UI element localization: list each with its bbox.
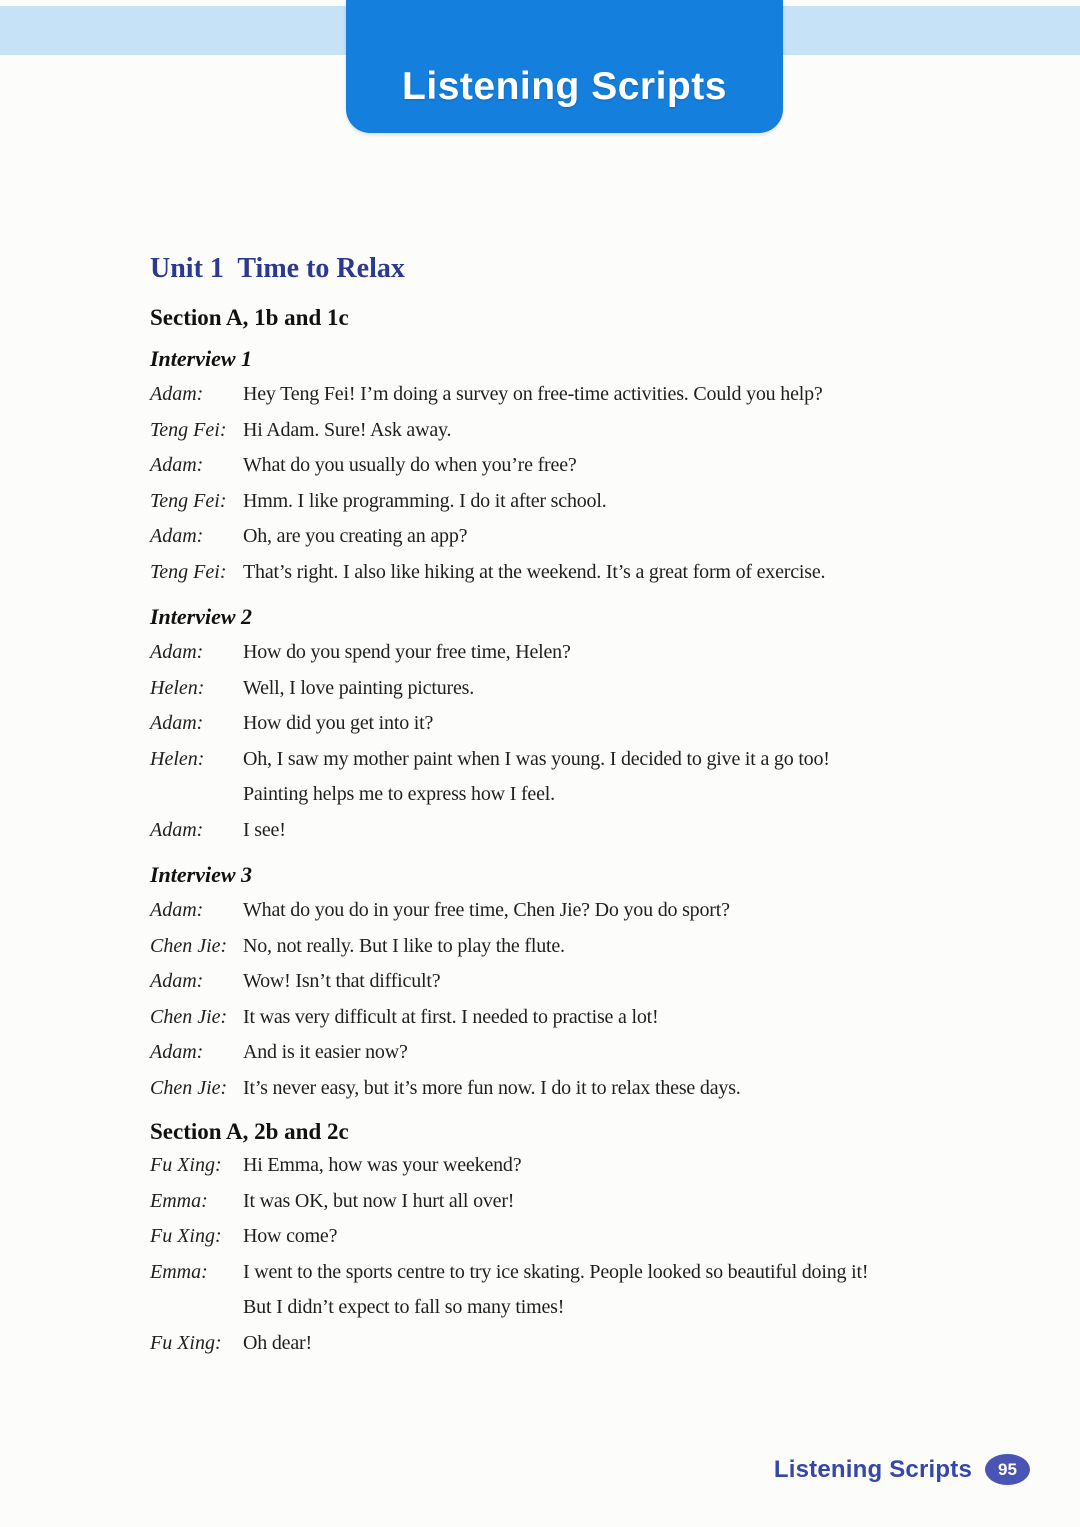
dialogue-line [150, 484, 1030, 520]
dialogue-line [150, 448, 1030, 484]
speaker-name: Adam: [150, 1041, 204, 1063]
interview-subheading: Interview 2 [150, 604, 253, 629]
speech-text: Well, I love painting pictures. [243, 676, 475, 699]
dialogue-line [150, 706, 1030, 742]
speech-text: How do you spend your free time, Helen? [243, 641, 571, 663]
dialogue-line [150, 1148, 1030, 1184]
speaker-name: Adam: [150, 383, 204, 405]
speaker-name: Teng Fei: [150, 560, 227, 583]
speaker-name: Chen Jie: [150, 1076, 228, 1099]
header-tab [346, 0, 783, 133]
speaker-name: Adam: [150, 818, 204, 841]
footer-title: Listening Scripts [773, 1455, 972, 1483]
speech-text: What do you do in your free time, Chen Jie? Do you do sport? [243, 899, 730, 921]
speech-text: But I didn’t expect to fall so many times! [243, 1296, 565, 1318]
speech-text: It’s never easy, but it’s more fun now. I do it to relax these days. [243, 1076, 741, 1099]
speech-text: Oh, I saw my mother paint when I was young. I decided to give it a go too! [243, 747, 830, 770]
speech-text: That’s right. I also like hiking at the weekend. It’s a great form of exercise. [243, 560, 826, 583]
speaker-name: Helen: [150, 676, 205, 699]
speaker-name: Chen Jie: [150, 934, 228, 957]
section-heading: Section A, 2b and 2c [150, 1119, 349, 1144]
speech-text: It was very difficult at first. I needed to practise a lot! [243, 1005, 659, 1028]
speaker-name: Adam: [150, 641, 204, 663]
dialogue-line [150, 893, 1030, 929]
speech-text: How come? [243, 1225, 338, 1247]
speaker-name: Adam: [150, 899, 204, 921]
dialogue-line [150, 1000, 1030, 1036]
dialogue-line [150, 1219, 1030, 1255]
speech-text: I see! [243, 818, 286, 841]
speech-text: And is it easier now? [243, 1041, 408, 1063]
speech-text: No, not really. But I like to play the flute. [243, 934, 565, 957]
speech-text: Hi Adam. Sure! Ask away. [243, 418, 452, 441]
dialogue-line [150, 377, 1030, 413]
speaker-name: Teng Fei: [150, 489, 227, 512]
dialogue-line [150, 413, 1030, 449]
dialogue-blocks [150, 304, 1030, 1361]
speaker-name: Adam: [150, 525, 204, 547]
dialogue-line [150, 1035, 1030, 1071]
speech-text: What do you usually do when you’re free? [243, 454, 577, 476]
speaker-name: Fu Xing: [150, 1331, 222, 1354]
speaker-name: Adam: [150, 970, 204, 992]
dialogue-line [150, 1290, 1030, 1326]
speaker-name: Adam: [150, 454, 204, 476]
speech-text: Painting helps me to express how I feel. [243, 783, 555, 805]
speech-text: Hmm. I like programming. I do it after school. [243, 489, 607, 512]
speaker-name: Emma: [150, 1260, 208, 1283]
dialogue-line [150, 813, 1030, 849]
section-heading: Section A, 1b and 1c [150, 305, 349, 330]
speech-text: Oh, are you creating an app? [243, 525, 468, 547]
page-footer [774, 1454, 1030, 1485]
dialogue-line [150, 555, 1030, 591]
page-title: Listening Scripts [402, 65, 727, 108]
speech-text: Hi Emma, how was your weekend? [243, 1154, 522, 1176]
dialogue-line [150, 635, 1030, 671]
speech-text: How did you get into it? [243, 712, 434, 734]
speaker-name: Teng Fei: [150, 418, 227, 441]
speaker-name: Helen: [150, 747, 205, 770]
unit-title: Unit 1 Time to Relax [150, 253, 405, 284]
script-content [150, 252, 1030, 1361]
interview-subheading: Interview 1 [150, 346, 253, 371]
speech-text: Wow! Isn’t that difficult? [243, 970, 441, 992]
speaker-name: Fu Xing: [150, 1154, 222, 1176]
speech-text: It was OK, but now I hurt all over! [243, 1189, 515, 1212]
speaker-name: Chen Jie: [150, 1005, 228, 1028]
interview-subheading: Interview 3 [150, 862, 253, 887]
speech-text: Hey Teng Fei! I’m doing a survey on free-time activities. Could you help? [243, 383, 823, 405]
speaker-name: Emma: [150, 1189, 208, 1212]
dialogue-line [150, 742, 1030, 778]
dialogue-line [150, 1071, 1030, 1107]
page-number-badge: 95 [985, 1454, 1030, 1485]
speech-text: I went to the sports centre to try ice skating. People looked so beautiful doing it! [243, 1260, 869, 1283]
dialogue-line [150, 964, 1030, 1000]
dialogue-line [150, 1255, 1030, 1291]
dialogue-line [150, 777, 1030, 813]
dialogue-line [150, 929, 1030, 965]
dialogue-line [150, 671, 1030, 707]
speaker-name: Adam: [150, 712, 204, 734]
dialogue-line [150, 519, 1030, 555]
speaker-name: Fu Xing: [150, 1225, 222, 1247]
dialogue-line [150, 1326, 1030, 1362]
speech-text: Oh dear! [243, 1331, 312, 1354]
dialogue-line [150, 1184, 1030, 1220]
